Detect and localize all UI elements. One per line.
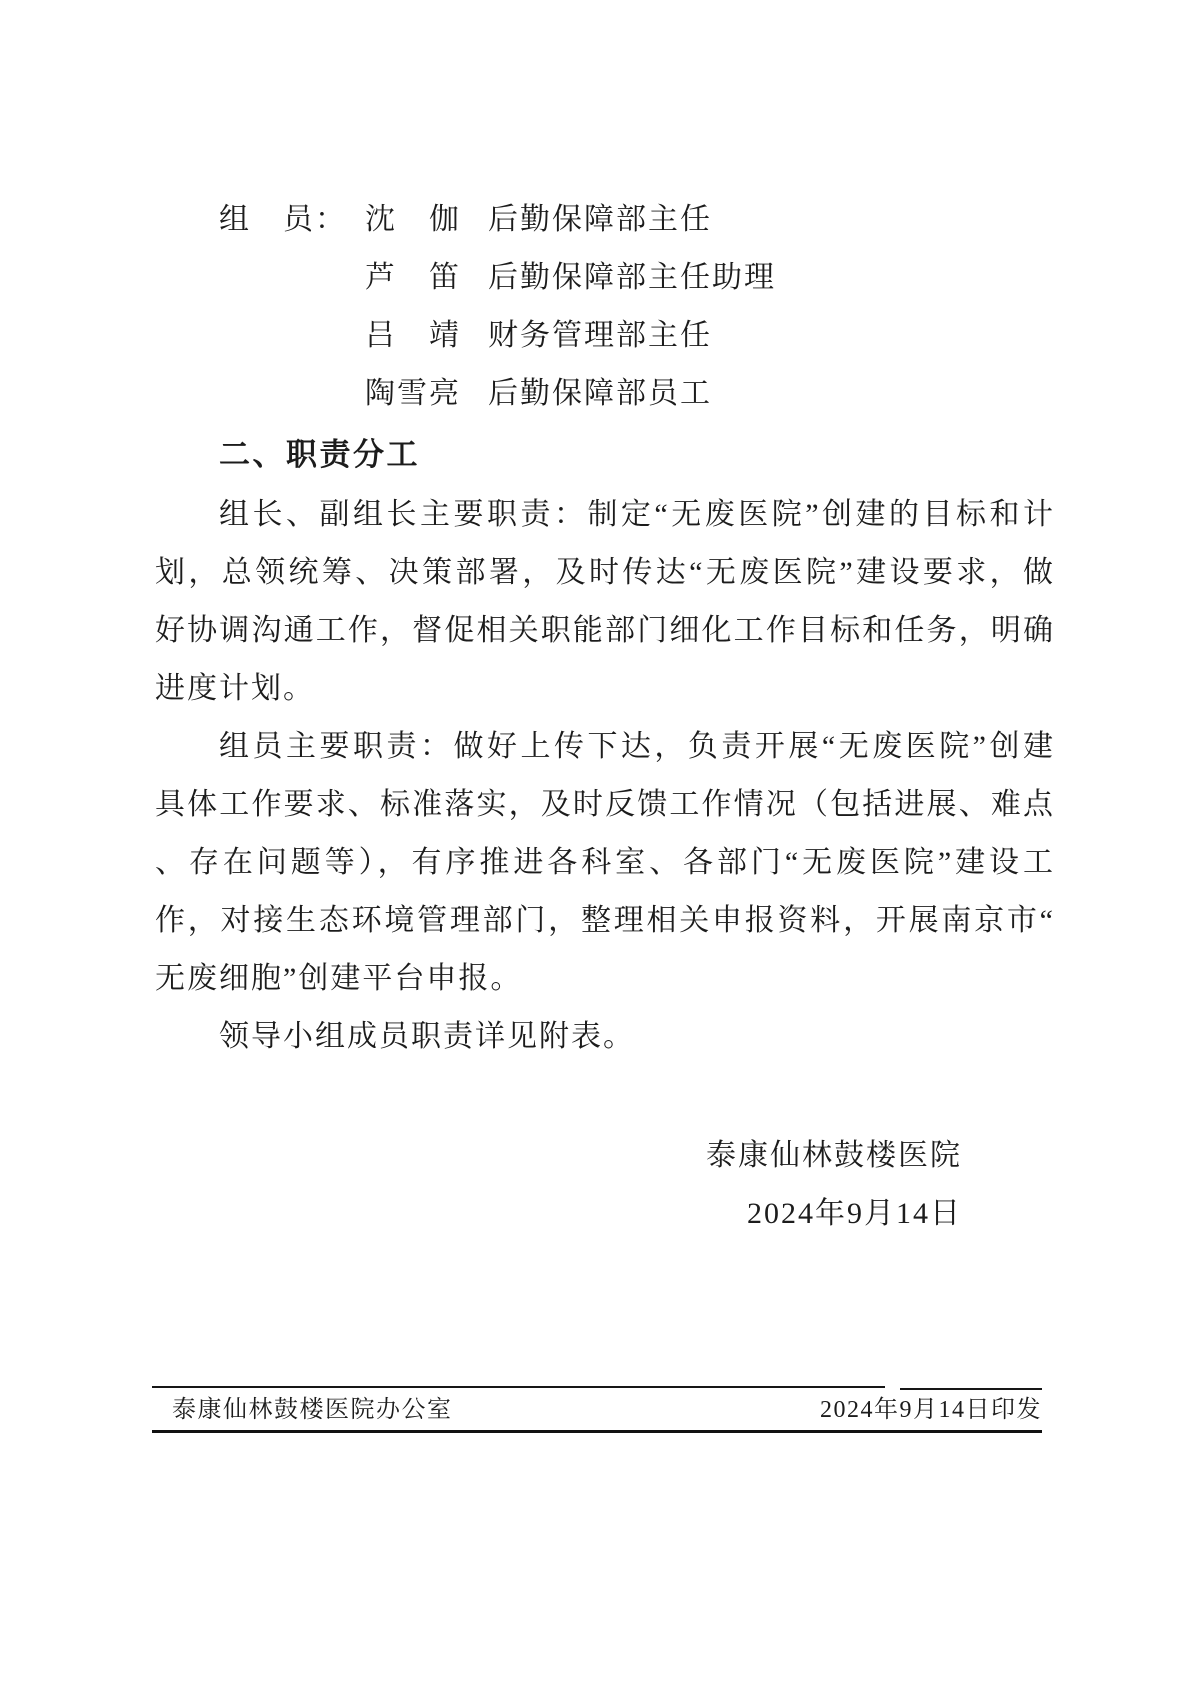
paragraph-line: 作，对接生态环境管理部门，整理相关申报资料，开展南京市“ [155, 904, 1055, 937]
member-title: 后勤保障部员工 [488, 377, 712, 410]
signature-block [155, 1127, 1055, 1243]
footer-top-rule-right [900, 1388, 1042, 1390]
row-indent [155, 307, 219, 365]
paragraph-line: 具体工作要求、标准落实，及时反馈工作情况（包括进展、难点 [155, 788, 1055, 821]
member-row [155, 191, 1055, 249]
members-label-spacer [219, 307, 365, 365]
paragraph-duties-leaders [155, 486, 1055, 718]
footer-issuer: 泰康仙林鼓楼医院办公室 [172, 1397, 453, 1423]
members-block [155, 191, 1055, 423]
member-row [155, 307, 1055, 365]
footer-top-rule-left [152, 1386, 885, 1388]
paragraph-appendix-note [155, 1008, 1055, 1066]
document-content [0, 191, 1200, 1243]
member-name: 沈 伽 [365, 203, 461, 236]
member-row [155, 365, 1055, 423]
paragraph-line: 组员主要职责：做好上传下达，负责开展“无废医院”创建 [219, 730, 1055, 763]
members-label: 组 员： [219, 203, 347, 236]
member-name: 芦 笛 [365, 261, 461, 294]
section-heading: 二、职责分工 [219, 437, 420, 472]
member-name: 陶雪亮 [365, 377, 461, 410]
footer-row [152, 1390, 1042, 1430]
member-title: 财务管理部主任 [488, 319, 712, 352]
footer-bottom-rule [152, 1430, 1042, 1433]
member-title: 后勤保障部主任 [488, 203, 712, 236]
paragraph-line: 、存在问题等），有序推进各科室、各部门“无废医院”建设工 [155, 846, 1055, 879]
members-label-spacer [219, 365, 365, 423]
members-label-spacer [219, 249, 365, 307]
row-indent [155, 365, 219, 423]
paragraph-line: 组长、副组长主要职责：制定“无废医院”创建的目标和计 [219, 498, 1055, 531]
footer [152, 1386, 1042, 1433]
row-indent [155, 249, 219, 307]
paragraph-line: 领导小组成员职责详见附表。 [219, 1020, 635, 1053]
signature-org: 泰康仙林鼓楼医院 [706, 1139, 962, 1172]
paragraph-duties-members [155, 718, 1055, 1008]
member-title: 后勤保障部主任助理 [488, 261, 776, 294]
paragraph-line: 划，总领统筹、决策部署，及时传达“无废医院”建设要求，做 [155, 556, 1055, 589]
row-indent [155, 191, 219, 249]
member-row [155, 249, 1055, 307]
paragraph-line: 好协调沟通工作，督促相关职能部门细化工作目标和任务，明确 [155, 614, 1055, 647]
paragraph-line: 进度计划。 [155, 672, 315, 705]
member-name: 吕 靖 [365, 319, 461, 352]
footer-print-date: 2024年9月14日印发 [820, 1397, 1042, 1423]
signature-date: 2024年9月14日 [747, 1197, 962, 1230]
paragraph-line: 无废细胞”创建平台申报。 [155, 962, 523, 995]
